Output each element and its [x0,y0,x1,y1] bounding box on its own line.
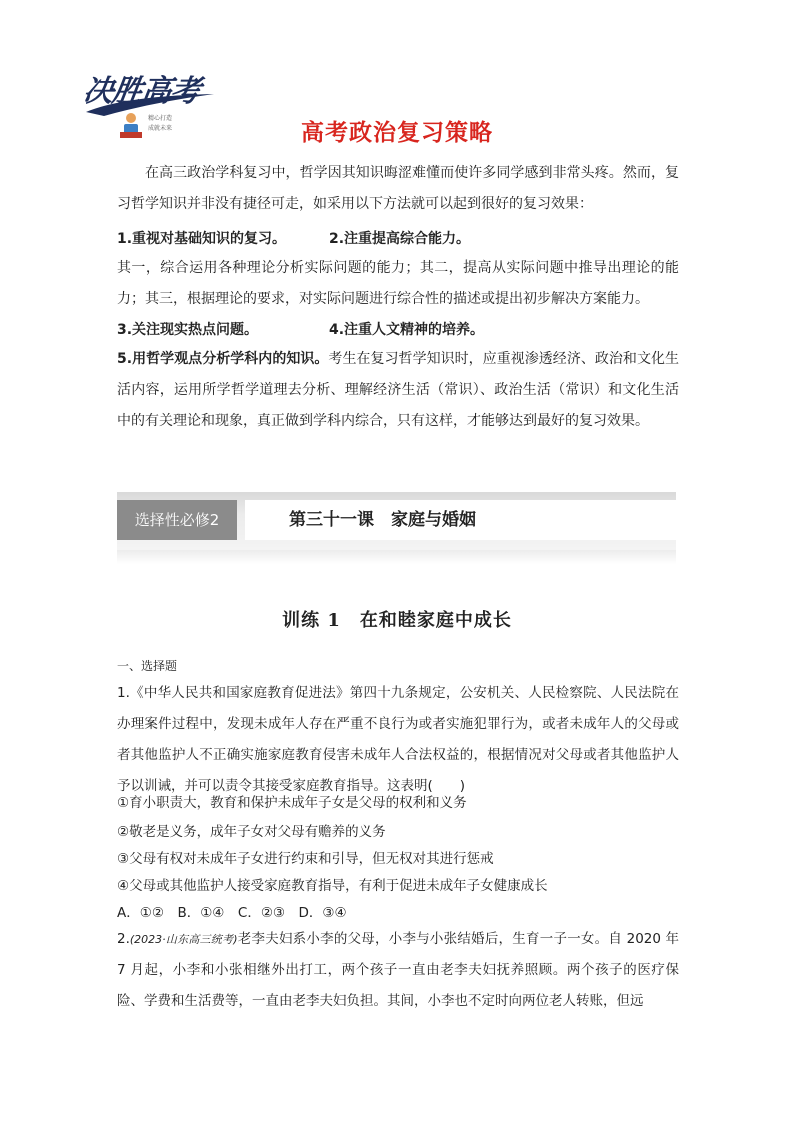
question-2-stem [117,924,679,1017]
tip-1: 1.重视对基础知识的复习。 [117,231,287,247]
lesson-title: 第三十一课 家庭与婚姻 [289,510,476,530]
question-2-number: 2. [117,931,130,947]
intro-paragraph: 在高三政治学科复习中，哲学因其知识晦涩难懂而使许多同学感到非常头疼。然而，复习哲学知识并非没有捷径可走，如采用以下方法就可以起到很好的复习效果： [117,165,679,212]
ability-paragraph: 其一，综合运用各种理论分析实际问题的能力；其二，提高从实际问题中推导出理论的能力；其三，根据理论的要求，对实际问题进行综合性的描述或提出初步解决方案能力。 [117,260,679,307]
question-1-option: ②敬老是义务，成年子女对父母有赡养的义务 [117,824,386,840]
question-1-option: ①育小职责大，教育和保护未成年子女是父母的权利和义务 [117,795,467,811]
question-2-text: 老李夫妇系小李的父母，小李与小张结婚后，生育一子一女。自 2020 年 7 月起，小李和小张相继外出打工，两个孩子一直由老李夫妇抚养照顾。两个孩子的医疗保险、学费和生活费等，一直由老李夫妇负担。其间，小李也不定时向两位老人转账，但远 [117,931,679,1009]
tip-3: 3.关注现实热点问题。 [117,322,259,338]
tip-5-text: 考生在复习哲学知识时，应重视渗透经济、政治和文化生活内容，运用所学哲学道理去分析、理解经济生活（常识）、政治生活（常识）和文化生活中的有关理论和现象，真正做到学科内综合，只有这样，才能够达到最好的复习效果。 [117,351,679,429]
tip-2: 2.注重提高综合能力。 [329,231,471,247]
question-2-source: (2023·山东高三统考) [129,933,238,946]
page-title: 高考政治复习策略 [301,120,493,146]
question-1-option: ③父母有权对未成年子女进行约束和引导，但无权对其进行惩戒 [117,851,494,867]
section-label: 一、选择题 [117,659,178,673]
training-title: 训练 1 在和睦家庭中成长 [282,610,512,631]
logo-subtitle: 精心打造 成就未来 [148,115,173,132]
question-1-option: ④父母或其他监护人接受家庭教育指导，有利于促进未成年子女健康成长 [117,878,548,894]
lesson-banner [117,492,676,550]
lesson-title-box [245,500,676,540]
tip-5: 5.用哲学观点分析学科内的知识。 [117,351,329,367]
logo-text: 决胜高考 [81,74,202,109]
banner-shadow [117,550,676,564]
tip-4: 4.注重人文精神的培养。 [329,322,485,338]
question-1-stem: 1.《中华人民共和国家庭教育促进法》第四十九条规定，公安机关、人民检察院、人民法院在办理案件过程中，发现未成年人存在严重不良行为或者实施犯罪行为，或者未成年人的父母或者其他监护人不正确实施家庭教育侵害未成年人合法权益的，根据情况对父母或者其他监护人予以训诫，并可以责令其接受家庭教育指导。这表明( ) [117,685,679,794]
course-tab: 选择性必修2 [117,500,237,540]
tip-5-paragraph [117,344,679,437]
question-1-answers: A．①② B．①④ C．②③ D．③④ [117,905,347,921]
